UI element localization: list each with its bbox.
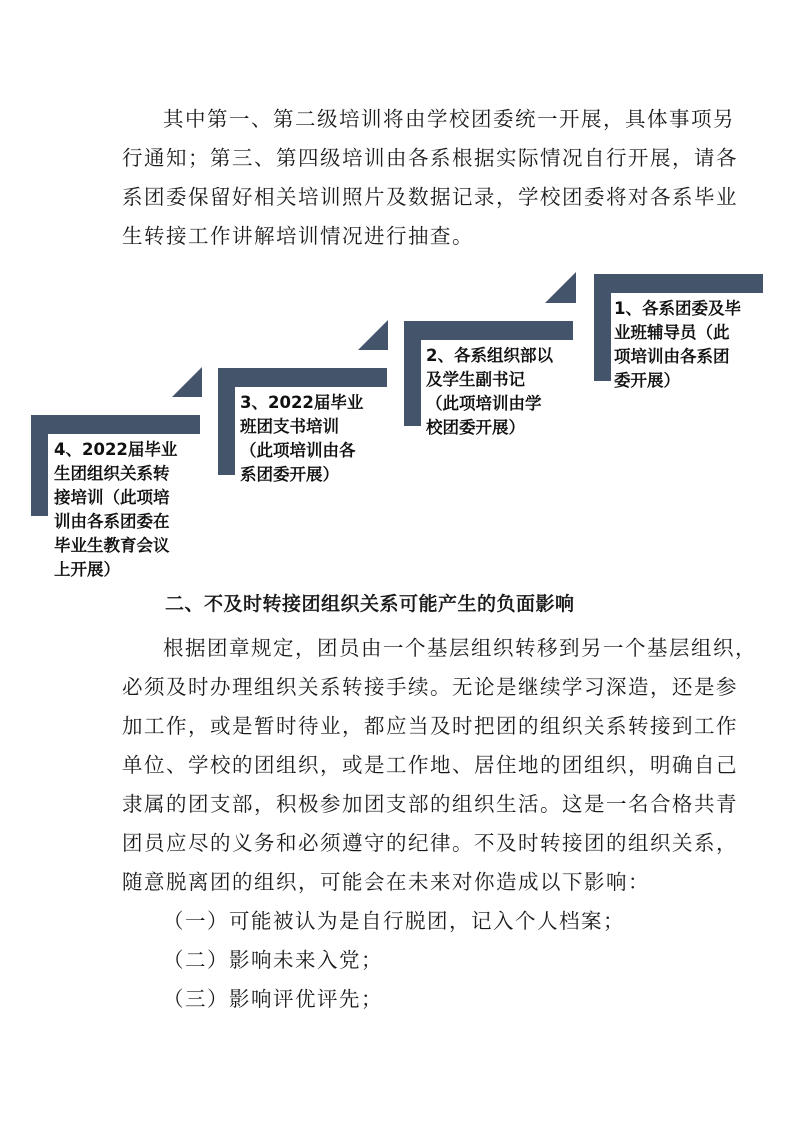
step-4-line: 上开展）: [54, 560, 120, 579]
step-3-label: [240, 391, 363, 487]
step-2-label: [426, 344, 553, 440]
intro-line: 行通知；第三、第四级培训由各系根据实际情况自行开展，请各: [122, 146, 738, 170]
step-2-line: （此项培训由学: [426, 394, 542, 413]
step-3-line: （此项培训由各: [240, 441, 356, 460]
list-item: （三）影响评优评先；: [163, 987, 383, 1011]
section-line: 加工作，或是暂时待业，都应当及时把团的组织关系转接到工作: [122, 714, 738, 738]
step-1-line: 1、各系团委及毕: [614, 299, 741, 318]
intro-line: 其中第一、第二级培训将由学校团委统一开展，具体事项另: [163, 107, 735, 131]
step-2-line: 及学生副书记: [426, 370, 525, 389]
section-line: 随意脱离团的组织，可能会在未来对你造成以下影响：: [122, 870, 650, 894]
step-4-top-bar: [31, 415, 200, 434]
step-3-left-bar: [218, 368, 235, 475]
step-2-left-bar: [404, 321, 421, 426]
step-4-line: 毕业生教育会议: [54, 536, 170, 555]
intro-line: 生转接工作讲解培训情况进行抽查。: [122, 224, 474, 248]
step-4-line: 接培训（此项培: [54, 488, 170, 507]
step-1-line: 委开展）: [614, 371, 680, 390]
step-3-line: 3、2022届毕业: [240, 393, 364, 412]
section-line: 隶属的团支部，积极参加团支部的组织生活。这是一名合格共青: [122, 792, 738, 816]
step-2-line: 校团委开展）: [426, 418, 525, 437]
step-4-line: 生团组织关系转: [54, 464, 170, 483]
step-4-left-bar: [31, 415, 48, 516]
step-1-line: 业班辅导员（此: [614, 323, 730, 342]
step-4-label: [54, 438, 177, 582]
step-4-line: 训由各系团委在: [54, 512, 170, 531]
step-2-corner-triangle: [358, 320, 388, 350]
step-1-label: [614, 297, 741, 393]
step-3-top-bar: [218, 368, 387, 387]
step-2-line: 2、各系组织部以: [426, 346, 553, 365]
step-3-line: 系团委开展）: [240, 465, 339, 484]
step-4-line: 4、2022届毕业: [54, 440, 178, 459]
section-line: 根据团章规定，团员由一个基层组织转移到另一个基层组织，: [163, 636, 757, 660]
section-line: 团员应尽的义务和必须遵守的纪律。不及时转接团的组织关系，: [122, 831, 738, 855]
step-1-line: 项培训由各系团: [614, 347, 730, 366]
step-3-line: 班团支书培训: [240, 417, 339, 436]
step-1-corner-triangle: [545, 272, 576, 303]
section-heading: 二、不及时转接团组织关系可能产生的负面影响: [165, 593, 575, 615]
list-item: （二）影响未来入党；: [163, 948, 383, 972]
intro-line: 系团委保留好相关培训照片及数据记录，学校团委将对各系毕业: [122, 185, 738, 209]
step-1-left-bar: [594, 274, 611, 381]
section-line: 必须及时办理组织关系转接手续。无论是继续学习深造，还是参: [122, 675, 738, 699]
section-line: 单位、学校的团组织，或是工作地、居住地的团组织，明确自己: [122, 753, 738, 777]
step-2-top-bar: [404, 321, 573, 340]
step-3-corner-triangle: [172, 367, 202, 397]
step-1-top-bar: [594, 274, 763, 293]
list-item: （一）可能被认为是自行脱团，记入个人档案；: [163, 909, 625, 933]
